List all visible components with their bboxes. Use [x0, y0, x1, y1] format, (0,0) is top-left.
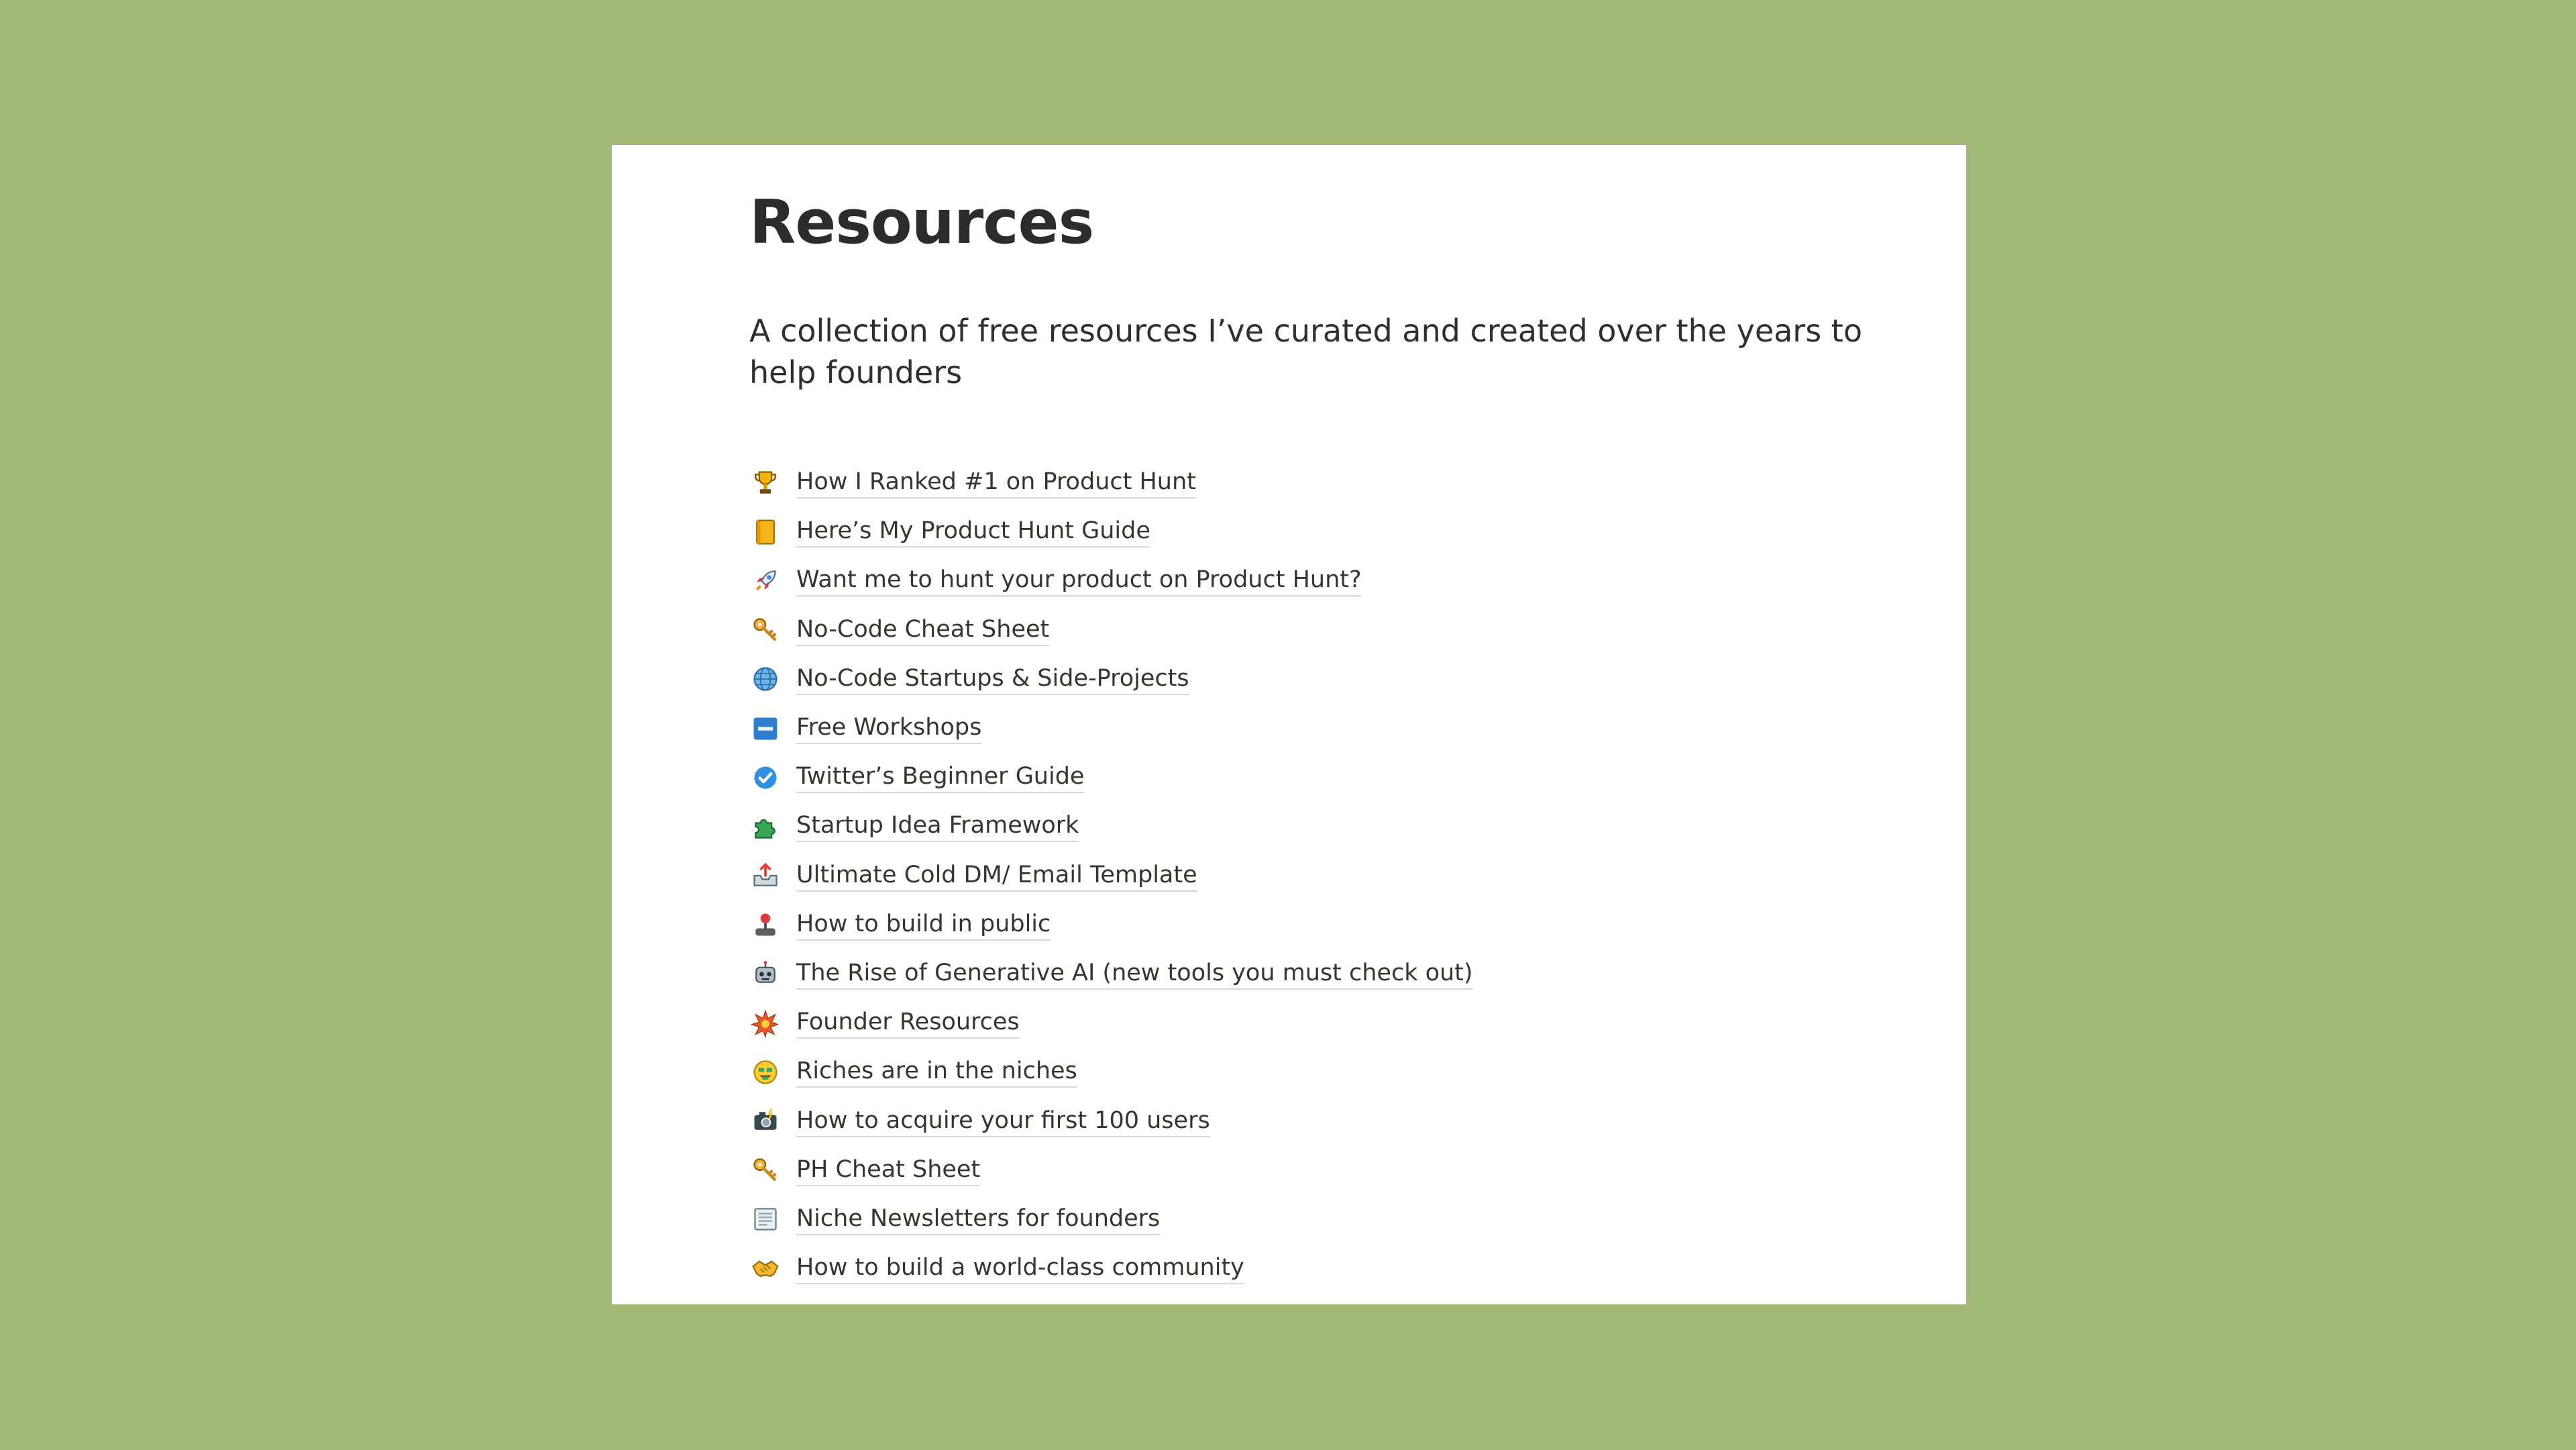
collision-icon: [749, 1007, 782, 1039]
list-item: [749, 1244, 1473, 1293]
resource-link[interactable]: Twitter’s Beginner Guide: [796, 762, 1084, 793]
list-item: [749, 1195, 1473, 1244]
list-item: [749, 1047, 1473, 1096]
resource-link[interactable]: No-Code Cheat Sheet: [796, 615, 1049, 646]
resource-link[interactable]: Founder Resources: [796, 1007, 1020, 1039]
resource-link[interactable]: Niche Newsletters for founders: [796, 1204, 1160, 1235]
resource-link[interactable]: The Rise of Generative AI (new tools you must check out): [796, 958, 1473, 990]
resource-link[interactable]: No-Code Startups & Side-Projects: [796, 664, 1189, 695]
page-title: Resources: [749, 187, 1094, 258]
resource-link[interactable]: How to acquire your first 100 users: [796, 1106, 1210, 1137]
resource-link[interactable]: How I Ranked #1 on Product Hunt: [796, 467, 1196, 499]
page-card: [612, 145, 1966, 1304]
list-item: [749, 1096, 1473, 1145]
list-item: [749, 851, 1473, 900]
list-item: [749, 900, 1473, 949]
list-item: [749, 949, 1473, 998]
key-icon: [749, 614, 782, 646]
camera-flash-icon: [749, 1105, 782, 1137]
list-item: [749, 704, 1473, 753]
resource-link[interactable]: Free Workshops: [796, 713, 981, 744]
trophy-icon: [749, 467, 782, 499]
resource-link[interactable]: Ultimate Cold DM/ Email Template: [796, 860, 1197, 892]
key-icon: [749, 1154, 782, 1186]
list-item: [749, 655, 1473, 704]
notebook-icon: [749, 516, 782, 548]
resource-link[interactable]: PH Cheat Sheet: [796, 1155, 980, 1186]
newspaper-icon: [749, 1203, 782, 1235]
page-intro: A collection of free resources I’ve curated and created over the years to help founders: [749, 313, 1862, 391]
robot-icon: [749, 957, 782, 990]
joystick-icon: [749, 909, 782, 941]
list-item: [749, 458, 1473, 507]
verified-check-icon: [749, 762, 782, 794]
globe-icon: [749, 663, 782, 695]
list-item: [749, 556, 1473, 605]
free-badge-icon: [749, 713, 782, 745]
list-item: [749, 606, 1473, 655]
list-item: [749, 507, 1473, 556]
puzzle-piece-icon: [749, 811, 782, 843]
resource-link[interactable]: Here’s My Product Hunt Guide: [796, 516, 1150, 548]
list-item: [749, 998, 1473, 1047]
outbox-tray-icon: [749, 860, 782, 892]
list-item: [749, 802, 1473, 851]
resource-link[interactable]: Startup Idea Framework: [796, 811, 1079, 842]
money-face-icon: [749, 1056, 782, 1088]
resource-list: [749, 458, 1473, 1293]
handshake-icon: [749, 1253, 782, 1285]
resource-link[interactable]: How to build a world-class community: [796, 1253, 1244, 1284]
resource-link[interactable]: How to build in public: [796, 909, 1051, 941]
rocket-icon: [749, 565, 782, 597]
resource-link[interactable]: Want me to hunt your product on Product Hunt?: [796, 565, 1362, 597]
resource-link[interactable]: Riches are in the niches: [796, 1056, 1077, 1088]
list-item: [749, 753, 1473, 802]
list-item: [749, 1146, 1473, 1195]
